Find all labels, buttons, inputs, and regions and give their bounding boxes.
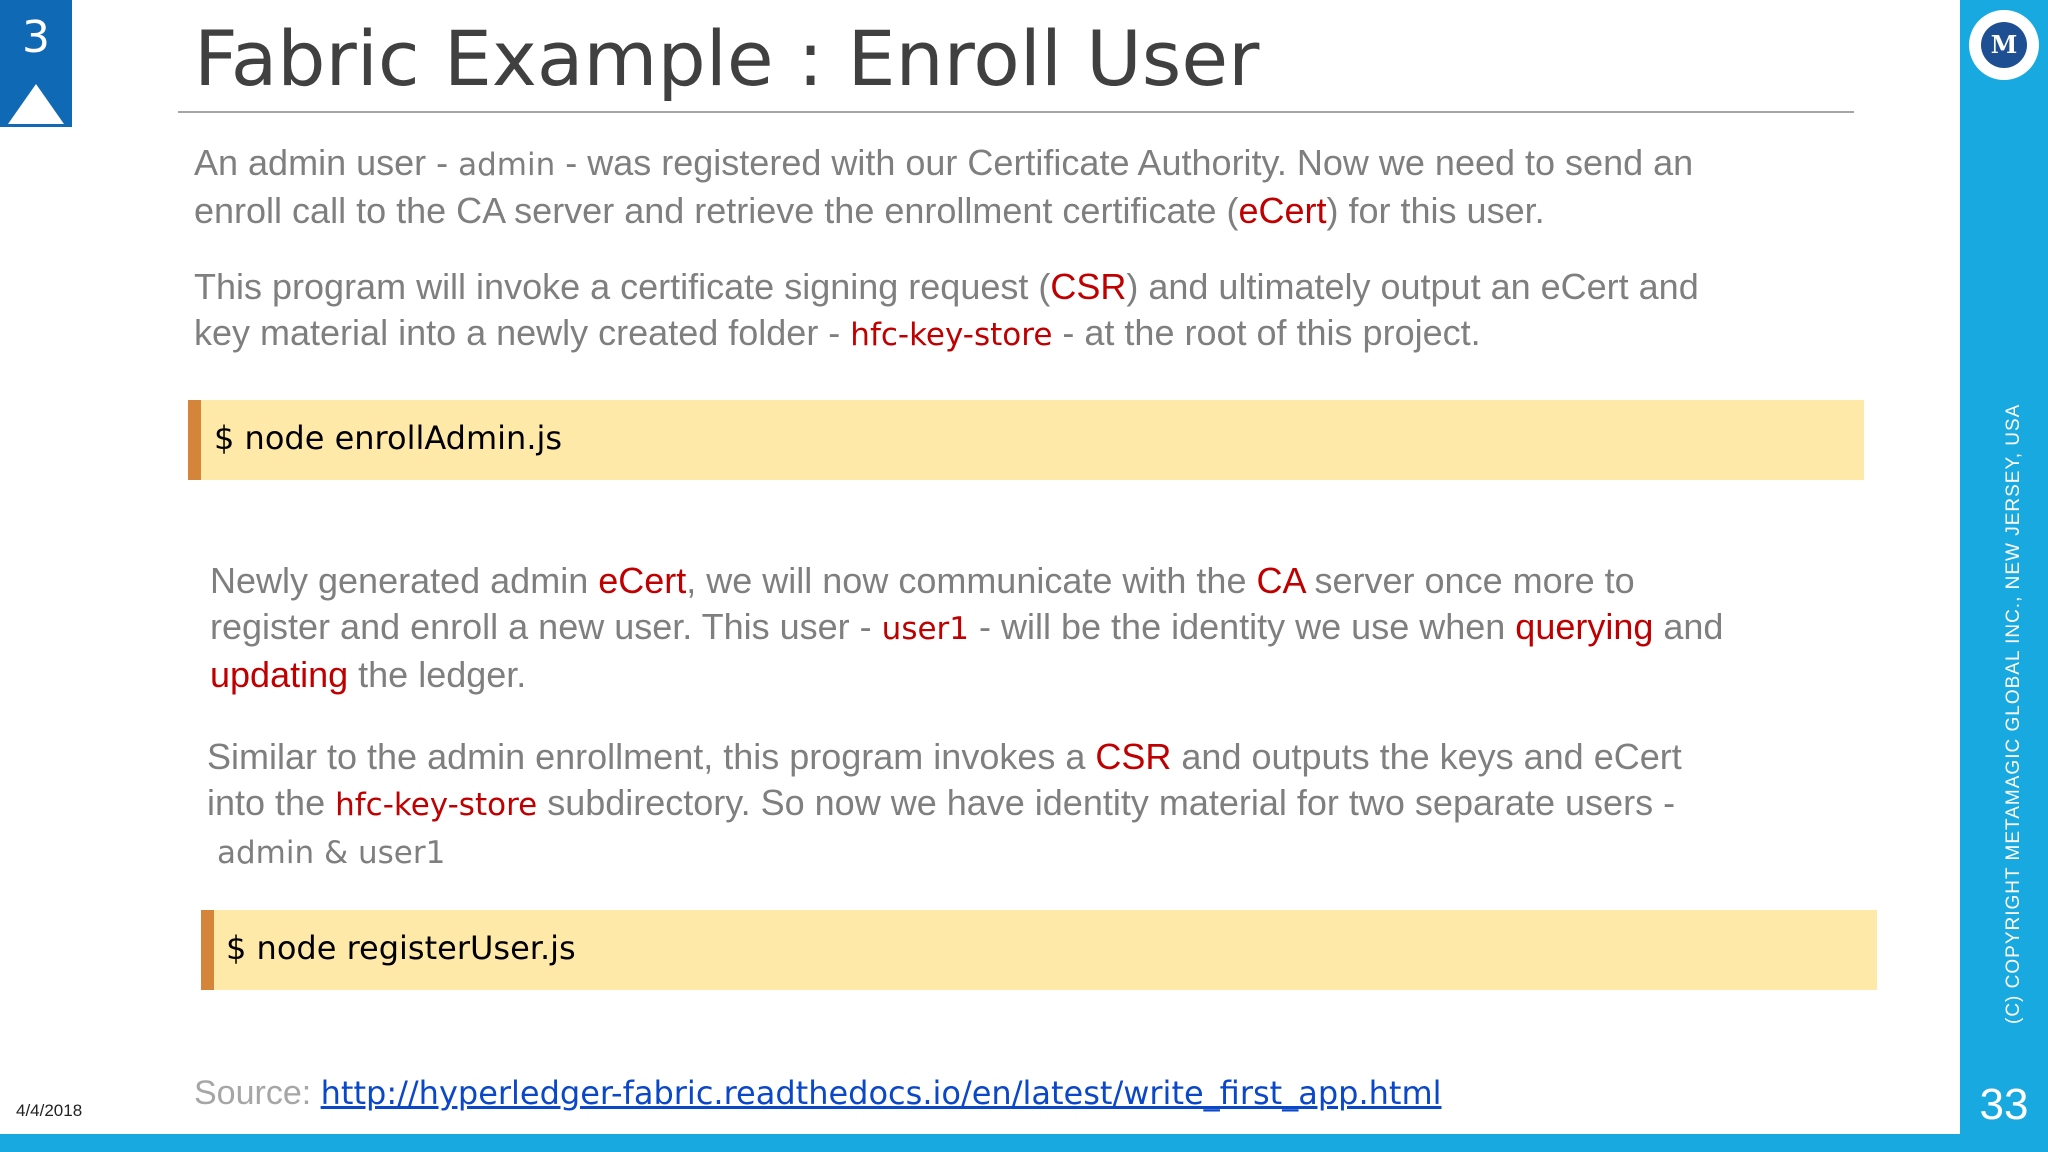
paragraph-3-line-2: register and enroll a new user. This user - user1 - will be the identity we use when querying and bbox=[210, 606, 1724, 647]
inline-code: user1 bbox=[881, 611, 970, 647]
slide-title: Fabric Example : Enroll User bbox=[194, 14, 1260, 103]
source-citation bbox=[194, 1074, 1442, 1113]
command-register-user: $ node registerUser.js bbox=[226, 929, 576, 967]
triangle-up-icon bbox=[8, 84, 64, 124]
command-enroll-admin: $ node enrollAdmin.js bbox=[214, 419, 563, 457]
highlight-term: querying bbox=[1515, 606, 1654, 647]
highlight-term: updating bbox=[210, 654, 349, 695]
paragraph-4 bbox=[207, 734, 1682, 876]
source-label: Source: bbox=[194, 1074, 321, 1112]
paragraph-1-line-1: An admin user - admin - was registered with our Certificate Authority. Now we need to send an bbox=[194, 142, 1694, 183]
highlight-term: CSR bbox=[1095, 736, 1172, 777]
bottom-accent-bar bbox=[0, 1134, 2048, 1152]
command-box-edge bbox=[188, 400, 201, 480]
highlight-term: CSR bbox=[1050, 266, 1127, 307]
paragraph-2-line-2: key material into a newly created folder - hfc-key-store - at the root of this project. bbox=[194, 312, 1481, 353]
paragraph-3-line-3: updating the ledger. bbox=[210, 654, 527, 695]
inline-code: hfc-key-store bbox=[850, 317, 1053, 353]
paragraph-3-line-1: Newly generated admin eCert, we will now communicate with the CA server once more to bbox=[210, 560, 1635, 601]
section-number: 3 bbox=[22, 12, 50, 63]
paragraph-1-line-2: enroll call to the CA server and retrieve the enrollment certificate (eCert) for this user. bbox=[194, 190, 1545, 231]
title-divider bbox=[178, 111, 1854, 113]
logo-letter: M bbox=[1981, 22, 2027, 68]
paragraph-3 bbox=[210, 558, 1723, 698]
paragraph-4-line-1: Similar to the admin enrollment, this program invokes a CSR and outputs the keys and eCert bbox=[207, 736, 1682, 777]
source-link[interactable]: http://hyperledger-fabric.readthedocs.io/en/latest/write_first_app.html bbox=[320, 1074, 1442, 1112]
slide-date: 4/4/2018 bbox=[16, 1101, 83, 1120]
highlight-term: CA bbox=[1256, 560, 1305, 601]
paragraph-1 bbox=[194, 140, 1693, 234]
command-box-edge bbox=[201, 910, 214, 990]
inline-code: admin bbox=[458, 147, 556, 183]
highlight-term: eCert bbox=[1238, 190, 1327, 231]
inline-code: hfc-key-store bbox=[335, 787, 538, 823]
inline-code: admin & user1 bbox=[217, 835, 446, 871]
page-number: 33 bbox=[1979, 1080, 2029, 1129]
paragraph-4-line-2: into the hfc-key-store subdirectory. So now we have identity material for two separate users - bbox=[207, 782, 1676, 823]
paragraph-4-line-3 bbox=[207, 828, 1682, 876]
copyright-notice: (C) COPYRIGHT METAMAGIC GLOBAL INC., NEW JERSEY, USA bbox=[2003, 403, 2024, 1024]
highlight-term: eCert bbox=[598, 560, 687, 601]
paragraph-2 bbox=[194, 264, 1699, 358]
paragraph-2-line-1: This program will invoke a certificate signing request (CSR) and ultimately output an eCert and bbox=[194, 266, 1699, 307]
